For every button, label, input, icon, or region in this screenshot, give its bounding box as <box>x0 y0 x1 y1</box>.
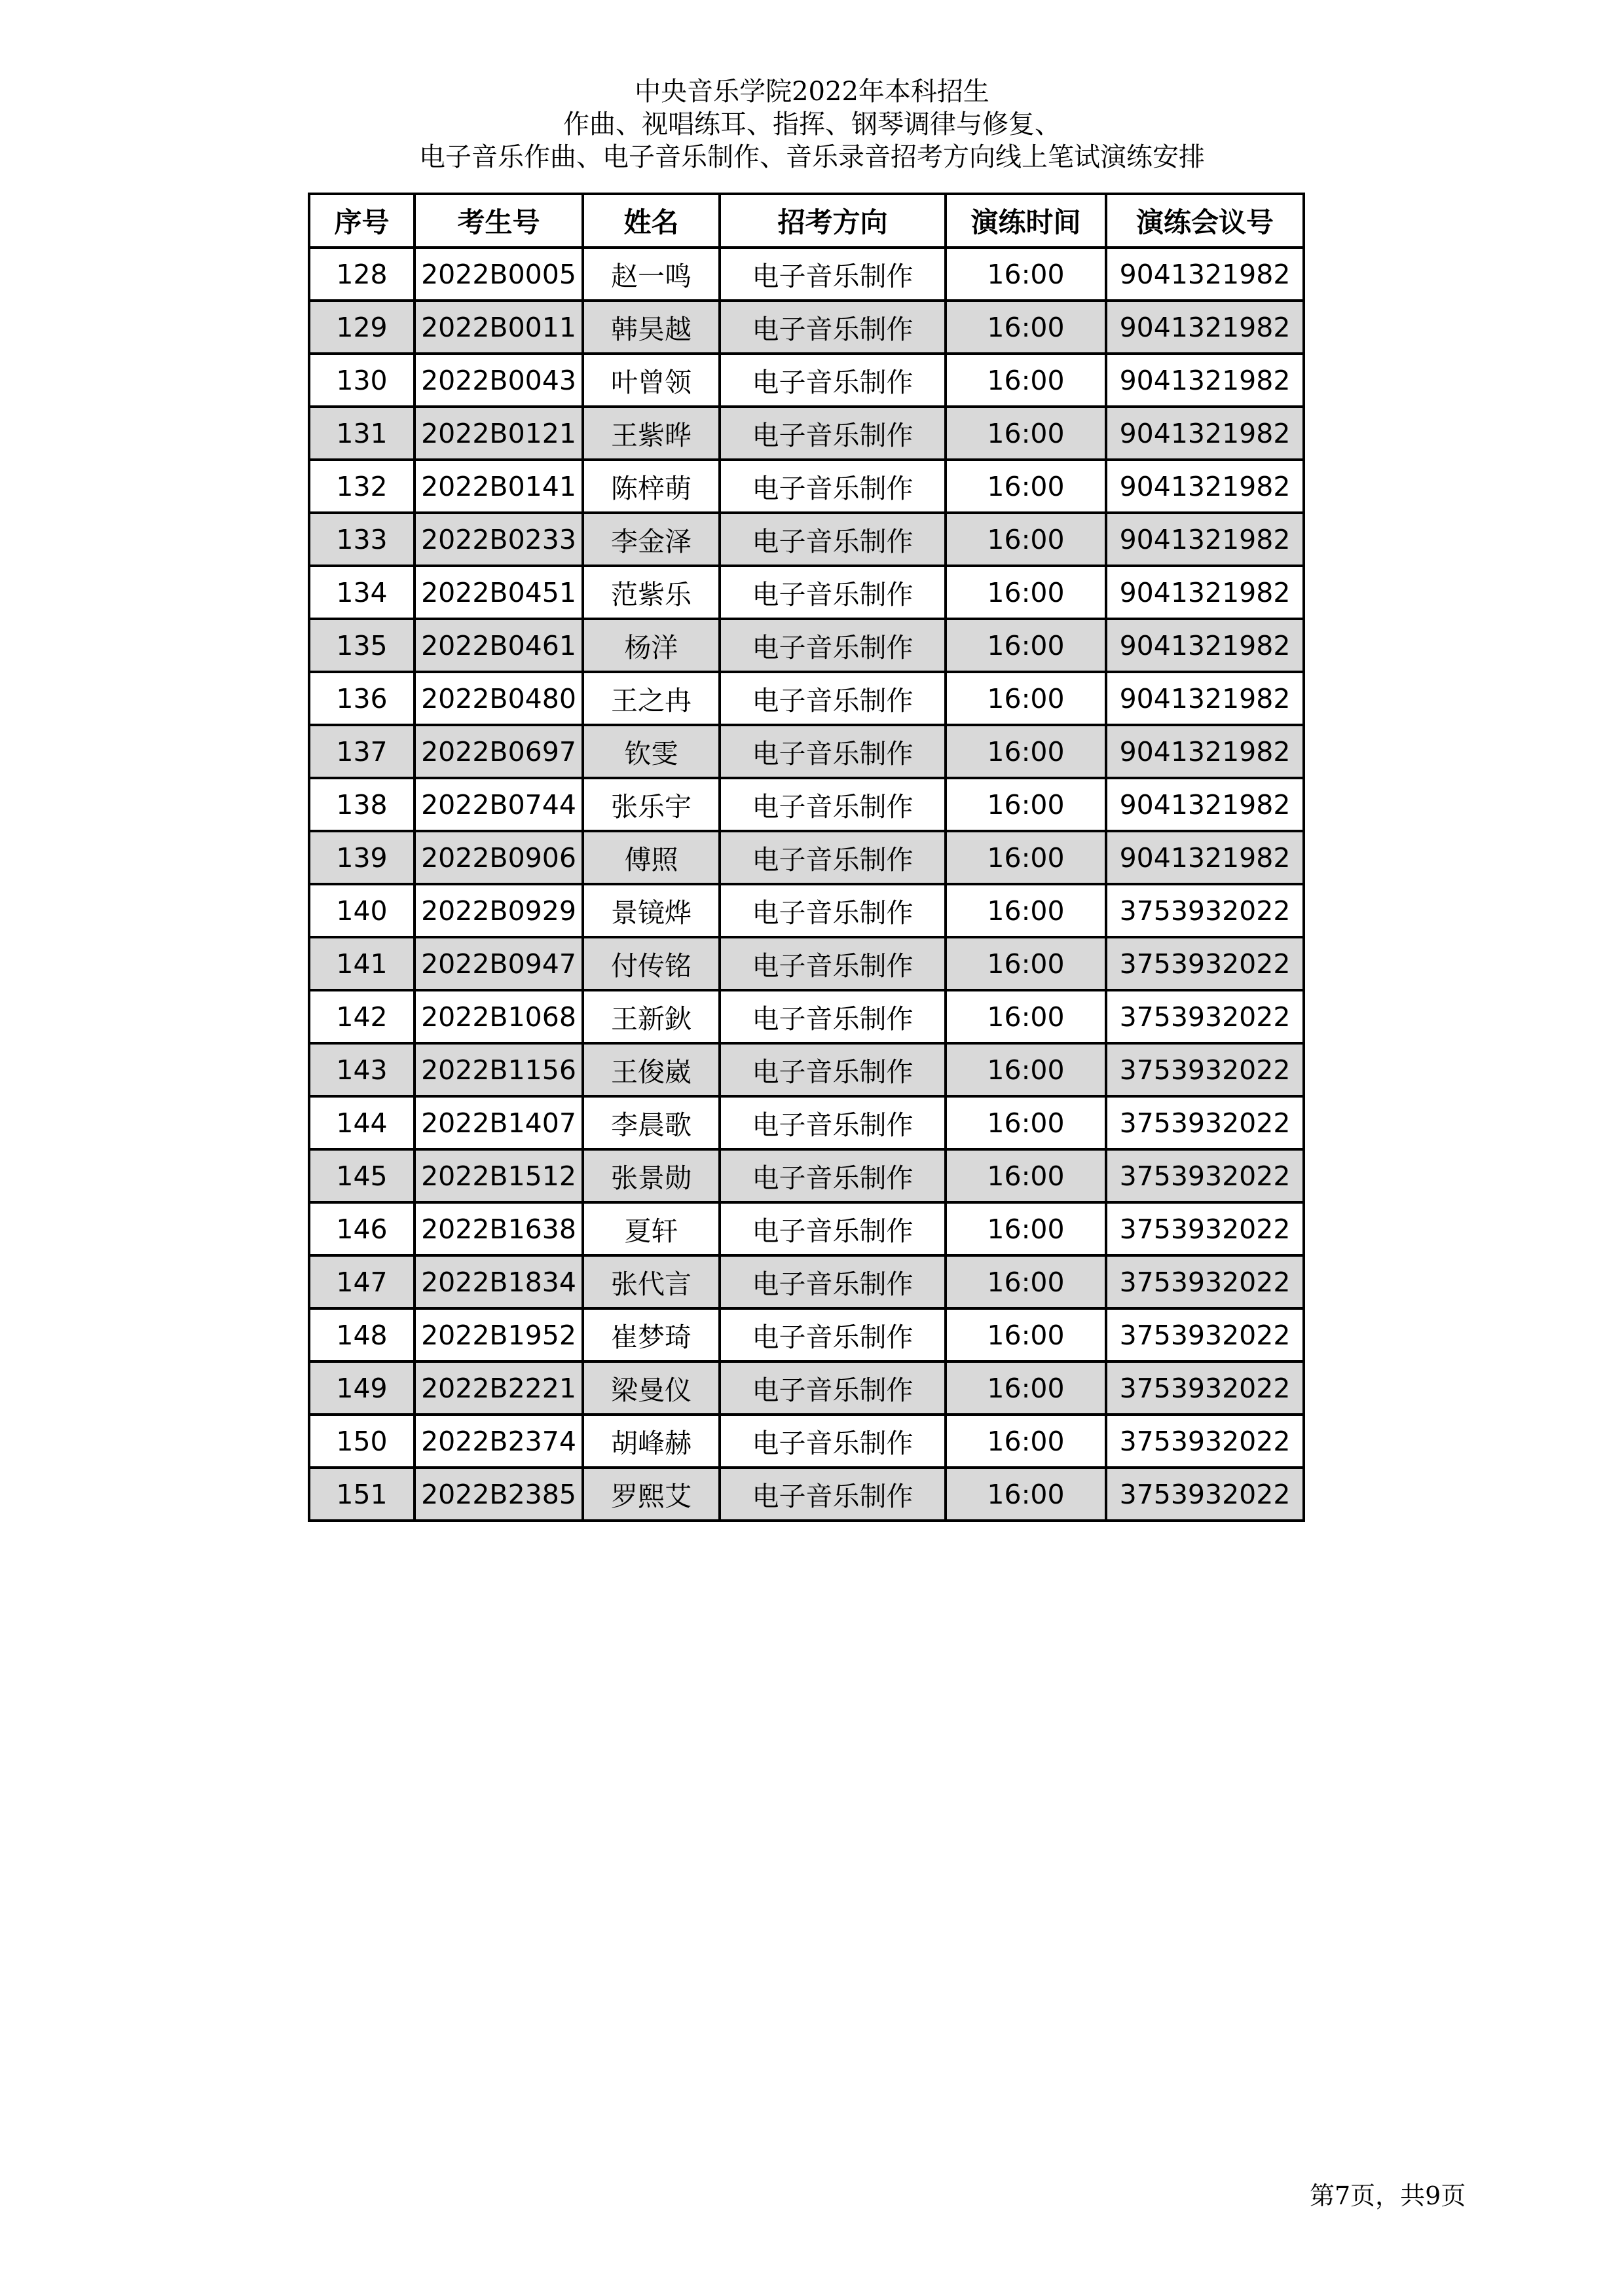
cell-major: 电子音乐制作 <box>720 1096 946 1149</box>
cell-time: 16:00 <box>946 831 1106 884</box>
cell-name: 付传铭 <box>583 937 720 990</box>
title-line-3: 电子音乐作曲、电子音乐制作、音乐录音招考方向线上笔试演练安排 <box>419 142 1205 172</box>
cell-meeting-id: 9041321982 <box>1106 460 1304 513</box>
cell-exam-id: 2022B2221 <box>415 1361 583 1415</box>
cell-seq: 129 <box>309 301 415 354</box>
cell-seq: 132 <box>309 460 415 513</box>
cell-name: 王之冉 <box>583 672 720 725</box>
table-row <box>309 1415 1304 1468</box>
table-row <box>309 301 1304 354</box>
cell-meeting-id: 3753932022 <box>1106 1149 1304 1202</box>
cell-exam-id: 2022B0480 <box>415 672 583 725</box>
title-line-2: 作曲、视唱练耳、指挥、钢琴调律与修复、 <box>563 109 1061 139</box>
cell-exam-id: 2022B0233 <box>415 513 583 566</box>
cell-meeting-id: 3753932022 <box>1106 884 1304 937</box>
table-row <box>309 460 1304 513</box>
cell-major: 电子音乐制作 <box>720 1468 946 1521</box>
cell-name: 梁曼仪 <box>583 1361 720 1415</box>
table-row <box>309 1361 1304 1415</box>
cell-exam-id: 2022B2385 <box>415 1468 583 1521</box>
cell-seq: 135 <box>309 619 415 672</box>
table-row <box>309 778 1304 831</box>
cell-major: 电子音乐制作 <box>720 937 946 990</box>
cell-name: 王俊崴 <box>583 1043 720 1096</box>
cell-exam-id: 2022B0121 <box>415 407 583 460</box>
cell-name: 李金泽 <box>583 513 720 566</box>
cell-major: 电子音乐制作 <box>720 407 946 460</box>
cell-meeting-id: 9041321982 <box>1106 672 1304 725</box>
table-row <box>309 990 1304 1043</box>
cell-name: 王紫晔 <box>583 407 720 460</box>
cell-seq: 139 <box>309 831 415 884</box>
cell-time: 16:00 <box>946 1415 1106 1468</box>
cell-seq: 146 <box>309 1202 415 1255</box>
cell-name: 胡峰赫 <box>583 1415 720 1468</box>
table-row <box>309 354 1304 407</box>
cell-seq: 142 <box>309 990 415 1043</box>
cell-name: 张代言 <box>583 1255 720 1308</box>
cell-name: 景镜烨 <box>583 884 720 937</box>
table-row <box>309 566 1304 619</box>
cell-major: 电子音乐制作 <box>720 301 946 354</box>
cell-time: 16:00 <box>946 248 1106 301</box>
cell-exam-id: 2022B1952 <box>415 1308 583 1361</box>
cell-seq: 149 <box>309 1361 415 1415</box>
cell-time: 16:00 <box>946 1361 1106 1415</box>
cell-exam-id: 2022B0011 <box>415 301 583 354</box>
table-row <box>309 1202 1304 1255</box>
cell-seq: 140 <box>309 884 415 937</box>
cell-name: 韩昊越 <box>583 301 720 354</box>
cell-meeting-id: 9041321982 <box>1106 778 1304 831</box>
cell-seq: 137 <box>309 725 415 778</box>
cell-seq: 130 <box>309 354 415 407</box>
cell-seq: 143 <box>309 1043 415 1096</box>
table-row <box>309 407 1304 460</box>
cell-time: 16:00 <box>946 1468 1106 1521</box>
cell-exam-id: 2022B1068 <box>415 990 583 1043</box>
title-line-1: 中央音乐学院2022年本科招生 <box>635 77 989 107</box>
cell-time: 16:00 <box>946 990 1106 1043</box>
cell-major: 电子音乐制作 <box>720 513 946 566</box>
column-header-time: 演练时间 <box>946 194 1106 248</box>
cell-time: 16:00 <box>946 460 1106 513</box>
cell-name: 傅照 <box>583 831 720 884</box>
cell-meeting-id: 9041321982 <box>1106 725 1304 778</box>
cell-exam-id: 2022B0947 <box>415 937 583 990</box>
cell-name: 杨洋 <box>583 619 720 672</box>
cell-meeting-id: 9041321982 <box>1106 513 1304 566</box>
document-title <box>0 75 1624 174</box>
cell-seq: 136 <box>309 672 415 725</box>
table-row <box>309 619 1304 672</box>
cell-major: 电子音乐制作 <box>720 725 946 778</box>
table-row <box>309 937 1304 990</box>
cell-exam-id: 2022B1407 <box>415 1096 583 1149</box>
cell-time: 16:00 <box>946 778 1106 831</box>
cell-seq: 134 <box>309 566 415 619</box>
cell-name: 赵一鸣 <box>583 248 720 301</box>
cell-time: 16:00 <box>946 937 1106 990</box>
cell-major: 电子音乐制作 <box>720 1361 946 1415</box>
cell-name: 王新鈥 <box>583 990 720 1043</box>
column-header-seq: 序号 <box>309 194 415 248</box>
cell-major: 电子音乐制作 <box>720 1308 946 1361</box>
cell-time: 16:00 <box>946 619 1106 672</box>
table-row <box>309 1149 1304 1202</box>
page-number: 第7页，共9页 <box>1310 2181 1466 2210</box>
cell-exam-id: 2022B0906 <box>415 831 583 884</box>
table-row <box>309 831 1304 884</box>
cell-seq: 144 <box>309 1096 415 1149</box>
cell-meeting-id: 3753932022 <box>1106 1255 1304 1308</box>
cell-meeting-id: 3753932022 <box>1106 1415 1304 1468</box>
cell-major: 电子音乐制作 <box>720 1149 946 1202</box>
cell-meeting-id: 9041321982 <box>1106 301 1304 354</box>
cell-seq: 151 <box>309 1468 415 1521</box>
table-row <box>309 1096 1304 1149</box>
cell-seq: 148 <box>309 1308 415 1361</box>
cell-exam-id: 2022B1156 <box>415 1043 583 1096</box>
table-row <box>309 1043 1304 1096</box>
cell-major: 电子音乐制作 <box>720 884 946 937</box>
cell-major: 电子音乐制作 <box>720 1202 946 1255</box>
cell-seq: 128 <box>309 248 415 301</box>
table-header-row <box>309 194 1304 248</box>
cell-exam-id: 2022B1638 <box>415 1202 583 1255</box>
cell-meeting-id: 9041321982 <box>1106 566 1304 619</box>
table-header <box>309 194 1304 248</box>
cell-major: 电子音乐制作 <box>720 1255 946 1308</box>
table-row <box>309 1308 1304 1361</box>
table-row <box>309 725 1304 778</box>
cell-exam-id: 2022B0043 <box>415 354 583 407</box>
cell-major: 电子音乐制作 <box>720 1415 946 1468</box>
cell-seq: 145 <box>309 1149 415 1202</box>
table-row <box>309 884 1304 937</box>
cell-exam-id: 2022B0451 <box>415 566 583 619</box>
column-header-name: 姓名 <box>583 194 720 248</box>
cell-seq: 147 <box>309 1255 415 1308</box>
cell-meeting-id: 9041321982 <box>1106 354 1304 407</box>
cell-time: 16:00 <box>946 513 1106 566</box>
cell-meeting-id: 9041321982 <box>1106 248 1304 301</box>
column-header-exam-id: 考生号 <box>415 194 583 248</box>
cell-time: 16:00 <box>946 1149 1106 1202</box>
cell-exam-id: 2022B0697 <box>415 725 583 778</box>
cell-exam-id: 2022B0744 <box>415 778 583 831</box>
cell-time: 16:00 <box>946 354 1106 407</box>
cell-name: 陈梓萌 <box>583 460 720 513</box>
cell-meeting-id: 3753932022 <box>1106 937 1304 990</box>
cell-seq: 150 <box>309 1415 415 1468</box>
cell-time: 16:00 <box>946 1308 1106 1361</box>
cell-exam-id: 2022B1834 <box>415 1255 583 1308</box>
cell-name: 张景勋 <box>583 1149 720 1202</box>
table-row <box>309 513 1304 566</box>
cell-seq: 131 <box>309 407 415 460</box>
cell-major: 电子音乐制作 <box>720 566 946 619</box>
cell-time: 16:00 <box>946 407 1106 460</box>
cell-time: 16:00 <box>946 1202 1106 1255</box>
table-row <box>309 1255 1304 1308</box>
cell-meeting-id: 3753932022 <box>1106 1202 1304 1255</box>
cell-meeting-id: 9041321982 <box>1106 831 1304 884</box>
cell-name: 张乐宇 <box>583 778 720 831</box>
cell-meeting-id: 3753932022 <box>1106 1308 1304 1361</box>
cell-time: 16:00 <box>946 725 1106 778</box>
cell-major: 电子音乐制作 <box>720 672 946 725</box>
cell-time: 16:00 <box>946 1096 1106 1149</box>
cell-time: 16:00 <box>946 884 1106 937</box>
column-header-major: 招考方向 <box>720 194 946 248</box>
cell-major: 电子音乐制作 <box>720 619 946 672</box>
cell-name: 罗熙艾 <box>583 1468 720 1521</box>
cell-major: 电子音乐制作 <box>720 990 946 1043</box>
table-row <box>309 672 1304 725</box>
cell-major: 电子音乐制作 <box>720 460 946 513</box>
cell-name: 钦雯 <box>583 725 720 778</box>
cell-meeting-id: 9041321982 <box>1106 407 1304 460</box>
cell-time: 16:00 <box>946 672 1106 725</box>
cell-meeting-id: 9041321982 <box>1106 619 1304 672</box>
cell-name: 崔梦琦 <box>583 1308 720 1361</box>
cell-meeting-id: 3753932022 <box>1106 1468 1304 1521</box>
cell-time: 16:00 <box>946 1255 1106 1308</box>
cell-major: 电子音乐制作 <box>720 354 946 407</box>
cell-major: 电子音乐制作 <box>720 778 946 831</box>
cell-meeting-id: 3753932022 <box>1106 1361 1304 1415</box>
cell-time: 16:00 <box>946 301 1106 354</box>
cell-meeting-id: 3753932022 <box>1106 1096 1304 1149</box>
cell-exam-id: 2022B1512 <box>415 1149 583 1202</box>
table-row <box>309 1468 1304 1521</box>
column-header-meeting-id: 演练会议号 <box>1106 194 1304 248</box>
cell-major: 电子音乐制作 <box>720 1043 946 1096</box>
cell-exam-id: 2022B2374 <box>415 1415 583 1468</box>
cell-seq: 133 <box>309 513 415 566</box>
cell-seq: 141 <box>309 937 415 990</box>
schedule-table <box>308 193 1305 1522</box>
cell-meeting-id: 3753932022 <box>1106 1043 1304 1096</box>
cell-time: 16:00 <box>946 566 1106 619</box>
table-body <box>309 248 1304 1521</box>
cell-name: 范紫乐 <box>583 566 720 619</box>
table-row <box>309 248 1304 301</box>
cell-major: 电子音乐制作 <box>720 248 946 301</box>
cell-exam-id: 2022B0461 <box>415 619 583 672</box>
cell-exam-id: 2022B0929 <box>415 884 583 937</box>
cell-meeting-id: 3753932022 <box>1106 990 1304 1043</box>
cell-exam-id: 2022B0141 <box>415 460 583 513</box>
cell-major: 电子音乐制作 <box>720 831 946 884</box>
cell-name: 李晨歌 <box>583 1096 720 1149</box>
cell-seq: 138 <box>309 778 415 831</box>
cell-name: 夏轩 <box>583 1202 720 1255</box>
cell-name: 叶曾领 <box>583 354 720 407</box>
cell-exam-id: 2022B0005 <box>415 248 583 301</box>
cell-time: 16:00 <box>946 1043 1106 1096</box>
